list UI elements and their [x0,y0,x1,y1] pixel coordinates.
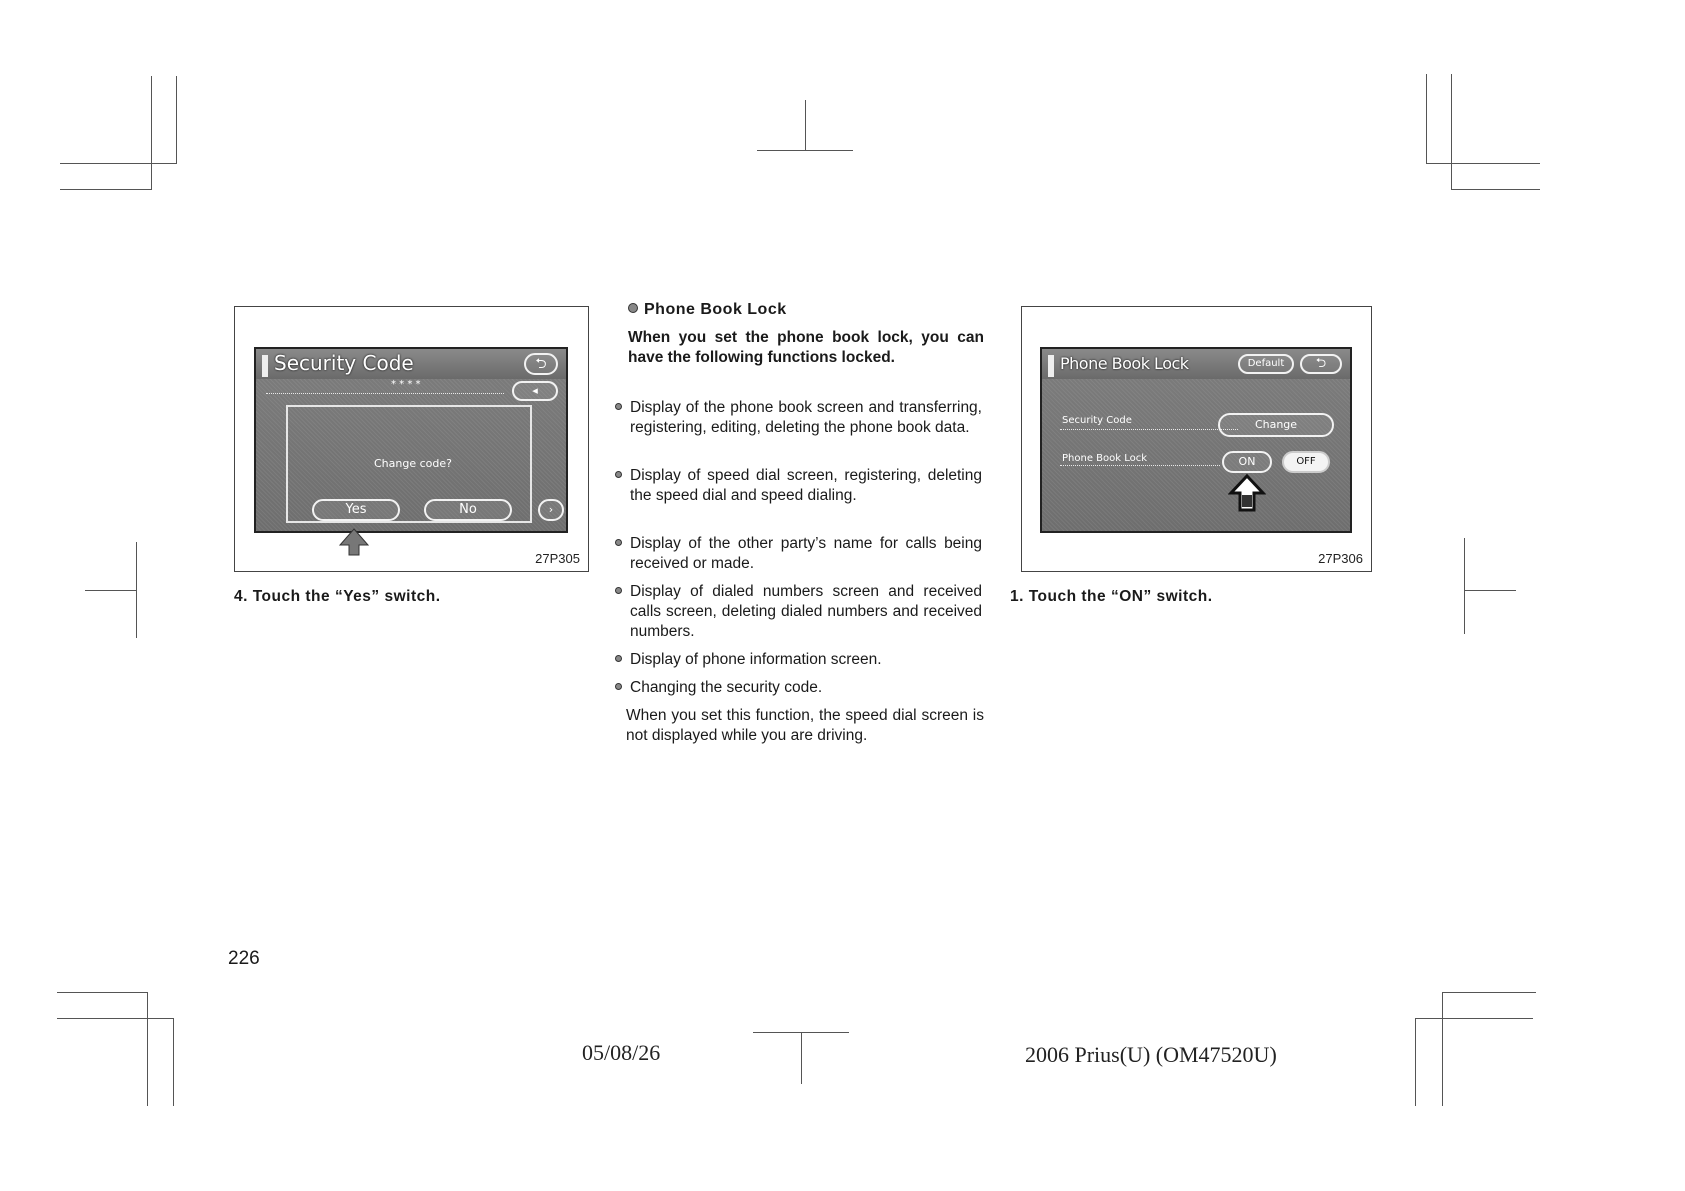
entry-underline [266,393,504,394]
footer-model: 2006 Prius(U) (OM47520U) [1025,1042,1277,1067]
return-arrow-icon: ⮌ [1315,356,1327,371]
on-button[interactable]: ON [1222,451,1272,473]
back-button[interactable] [524,353,558,375]
backspace-arrow-icon: ◂ [532,384,538,397]
list-item: Display of phone information screen. [630,650,982,670]
off-button[interactable]: OFF [1282,451,1330,473]
change-button[interactable]: Change [1218,413,1334,437]
no-button[interactable]: No [424,499,512,521]
return-arrow-icon: ⮌ [535,356,547,372]
security-code-label: Security Code [1062,415,1132,426]
screen-title: Security Code [274,351,414,375]
figure-phone-book-lock [1021,306,1372,572]
section-heading: Phone Book Lock [628,301,787,319]
bullet-icon [615,471,622,478]
list-item: Display of the phone book screen and transferring, registering, editing, deleting the phone book data. [630,398,982,438]
back-button[interactable] [1300,354,1342,374]
section-intro: When you set the phone book lock, you can have the following functions locked. [628,329,984,366]
title-marker-icon [262,355,268,377]
page-number: 226 [228,948,260,969]
row-divider [1060,465,1220,466]
chevron-right-icon: › [548,503,554,516]
bullet-icon [615,587,622,594]
pointer-arrow-icon [337,527,371,557]
list-item: Display of dialed numbers screen and received calls screen, deleting dialed numbers and received numbers. [630,582,982,642]
phone-book-lock-screen [1040,347,1352,533]
bullet-icon [615,403,622,410]
screen-title: Phone Book Lock [1060,354,1189,373]
figure-code: 27P306 [1318,551,1363,566]
list-item: Changing the security code. [630,678,982,698]
list-item: Display of the other party’s name for calls being received or made. [630,534,982,574]
footer-date: 05/08/26 [582,1040,661,1065]
section-note: When you set this function, the speed dial screen is not displayed while you are driving. [626,707,984,744]
title-marker-icon [1048,355,1054,377]
scroll-right-button[interactable] [538,499,564,521]
figure-code: 27P305 [535,551,580,566]
security-code-screen [254,347,568,533]
pointer-arrow-icon [1228,473,1266,513]
row-divider [1060,429,1238,430]
default-button[interactable]: Default [1238,354,1294,374]
phone-book-lock-label: Phone Book Lock [1062,453,1148,464]
step-caption-yes: 4. Touch the “Yes” switch. [234,588,441,605]
bullet-icon [615,539,622,546]
bullet-icon [615,655,622,662]
bullet-icon [615,683,622,690]
list-item: Display of speed dial screen, registering, deleting the speed dial and speed dialing. [630,466,982,506]
delete-button[interactable] [512,381,558,401]
dialog-message: Change code? [374,457,452,470]
step-caption-on: 1. Touch the “ON” switch. [1010,588,1213,605]
yes-button[interactable]: Yes [312,499,400,521]
code-mask: * * * * [391,379,421,390]
heading-bullet-icon [628,303,638,313]
figure-security-code [234,306,589,572]
